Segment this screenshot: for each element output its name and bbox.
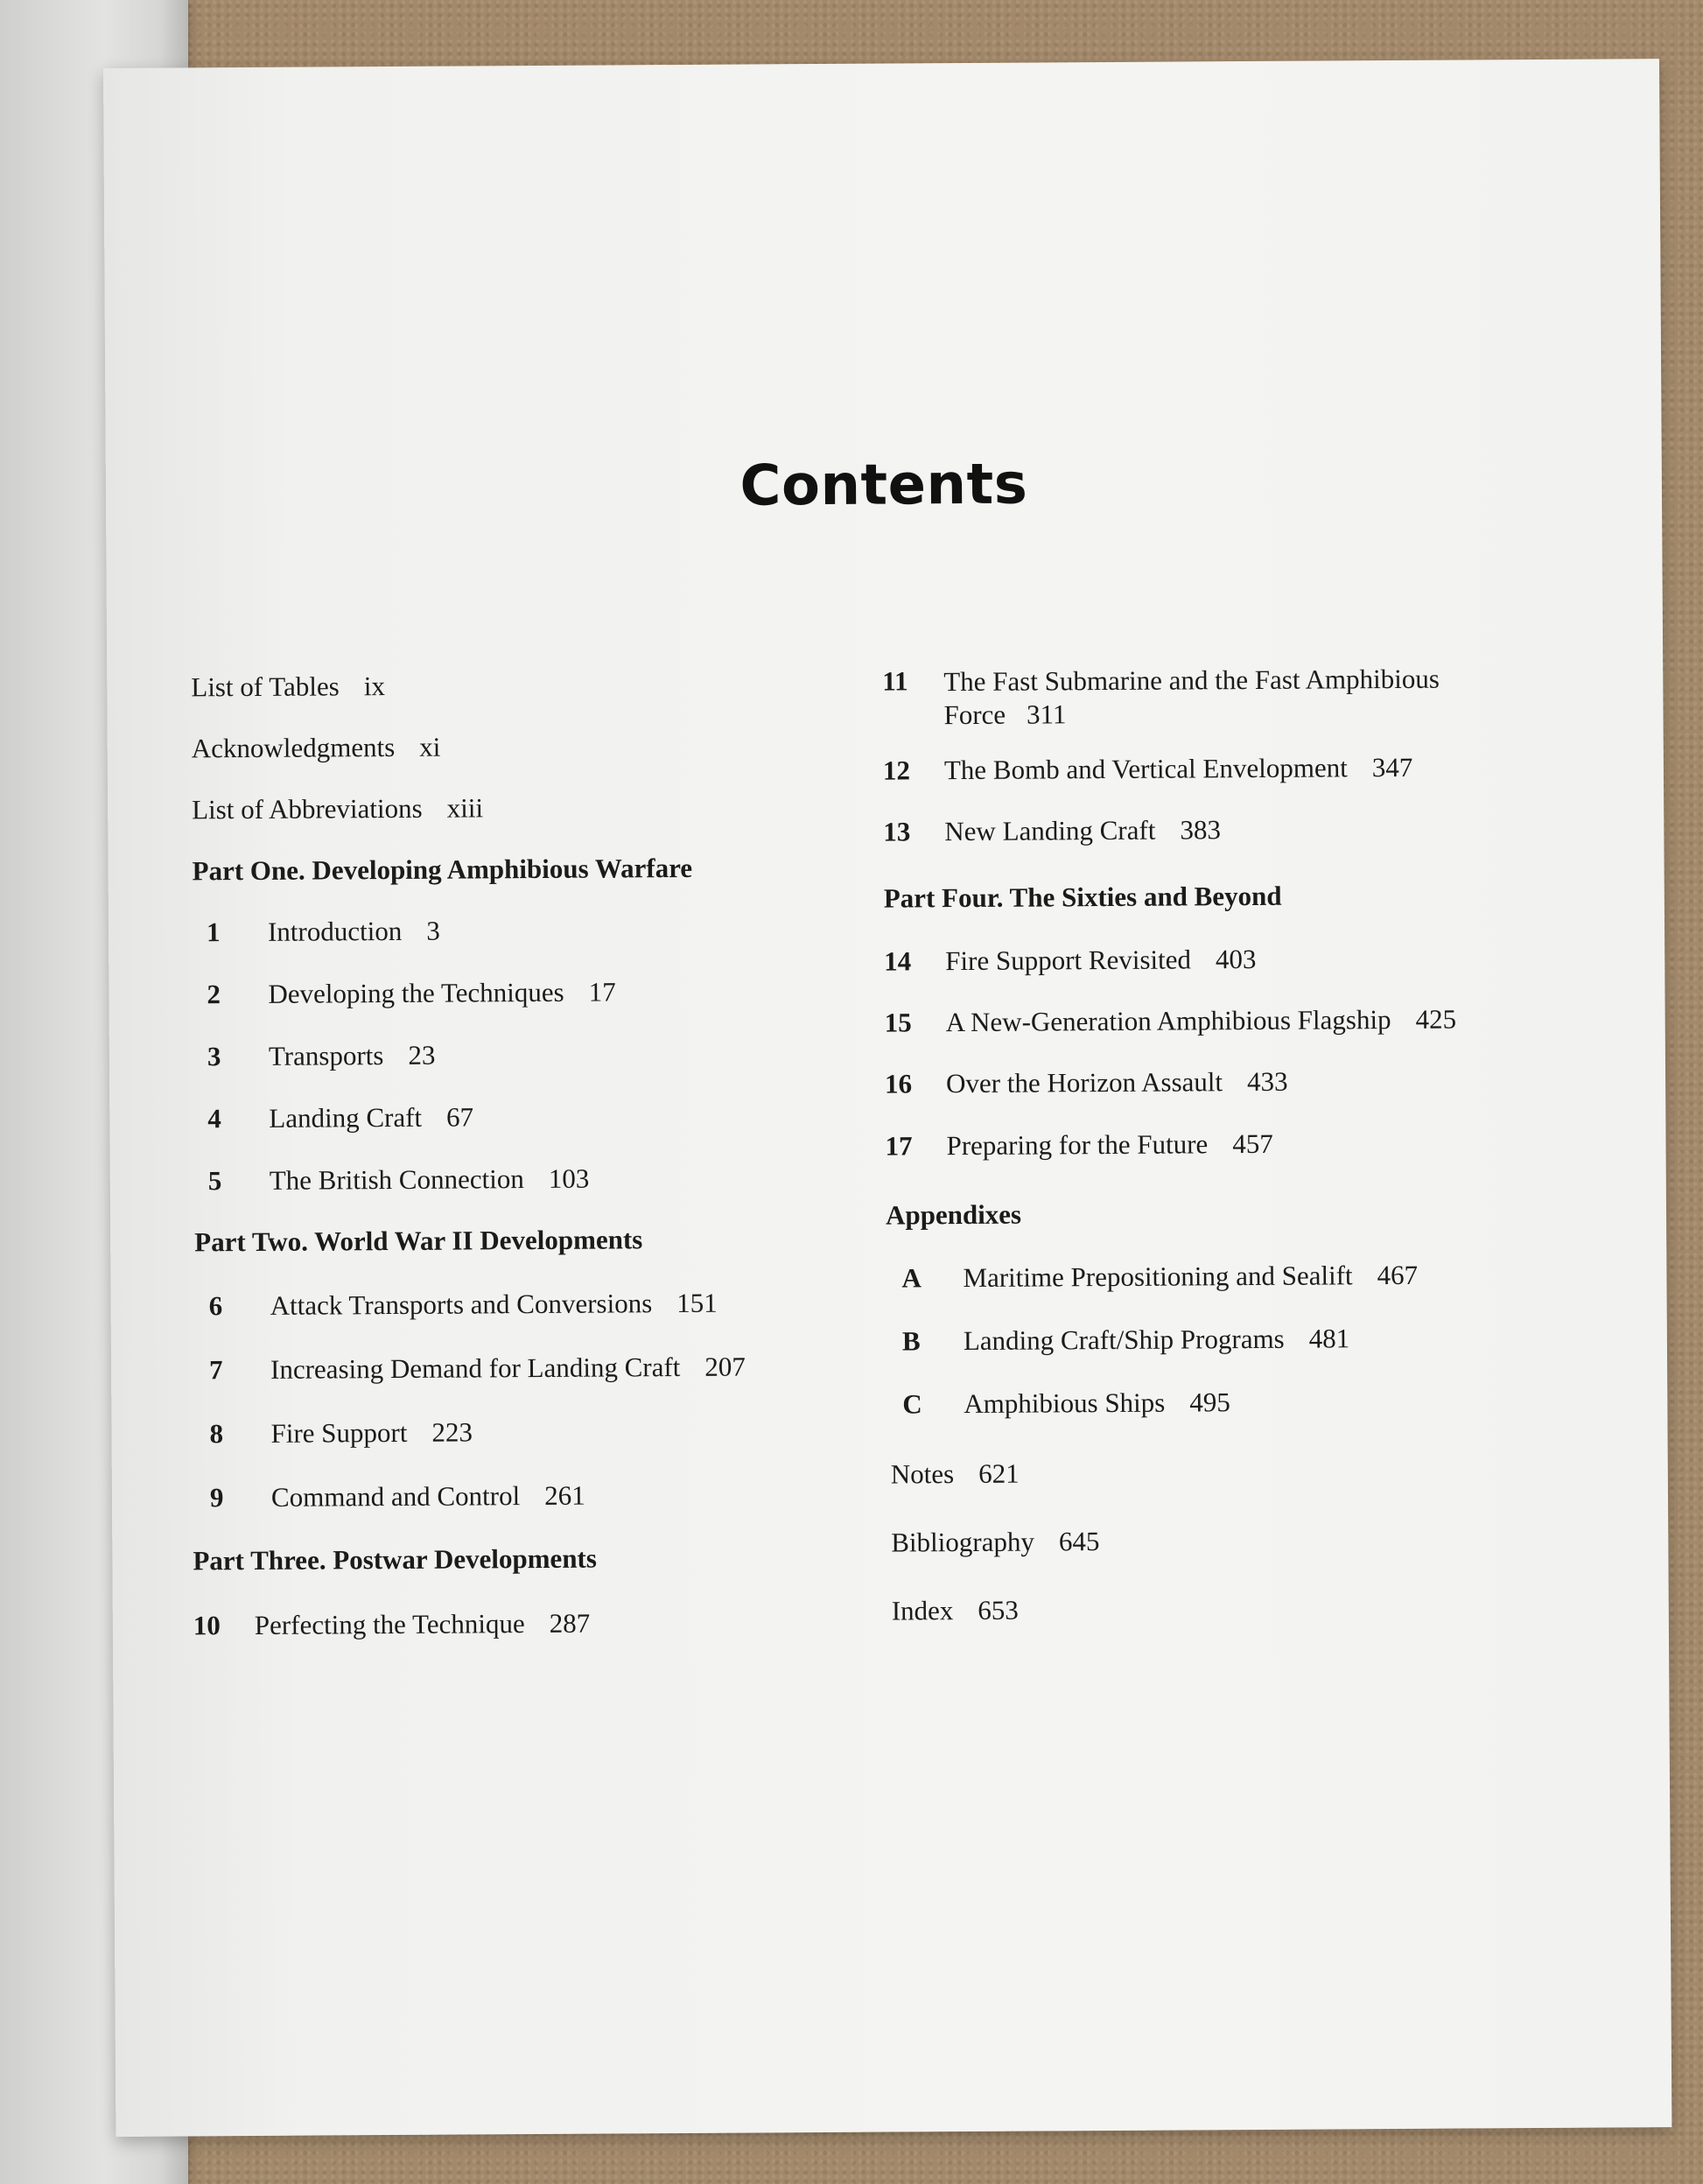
- toc-entry-list-of-tables: [191, 671, 385, 703]
- chapter-title: Perfecting the Technique: [254, 1608, 525, 1640]
- part-two-heading: Part Two. World War II Developments: [194, 1224, 643, 1258]
- chapter-page: 287: [549, 1607, 591, 1639]
- toc-entry-label: List of Tables: [191, 671, 340, 703]
- chapter-page: 383: [1180, 814, 1221, 846]
- toc-entry-page: xiii: [446, 792, 484, 824]
- chapter-title: Landing Craft: [269, 1101, 423, 1134]
- chapter-page: 311: [1027, 699, 1067, 730]
- chapter-page: 151: [676, 1287, 718, 1319]
- toc-entry-notes: [891, 1458, 1020, 1491]
- page-title: Contents: [739, 452, 1028, 519]
- chapter-page: 207: [704, 1351, 746, 1382]
- chapter-page: 23: [408, 1039, 436, 1071]
- toc-entry-label: Acknowledgments: [191, 731, 396, 764]
- toc-entry-page: xi: [419, 731, 441, 762]
- chapter-title: Introduction: [267, 915, 403, 947]
- chapter-page: 103: [548, 1162, 590, 1194]
- chapter-number: 17: [885, 1130, 913, 1162]
- chapter-page: 457: [1232, 1127, 1273, 1160]
- book-page: [103, 59, 1671, 2137]
- chapter-page: 403: [1215, 943, 1257, 975]
- part-three-heading: Part Three. Postwar Developments: [193, 1542, 597, 1577]
- chapter-number: 5: [207, 1165, 222, 1197]
- chapter-title: Fire Support Revisited: [945, 944, 1192, 977]
- chapter-title-line2: Force: [943, 699, 1006, 731]
- part-one-heading: Part One. Developing Amphibious Warfare: [192, 852, 693, 887]
- chapter-number: 4: [207, 1103, 221, 1134]
- chapter-page: 433: [1246, 1065, 1288, 1098]
- chapter-title: Command and Control: [270, 1480, 521, 1513]
- chapter-number: 9: [209, 1482, 224, 1513]
- chapter-page: 17: [588, 976, 616, 1008]
- chapter-title-line1: The Fast Submarine and the Fast Amphibious: [943, 663, 1440, 698]
- appendix-title: Landing Craft/Ship Programs: [963, 1323, 1285, 1357]
- appendixes-heading: Appendixes: [885, 1198, 1022, 1231]
- appendix-letter: A: [901, 1262, 922, 1294]
- toc-entry-label: Index: [891, 1595, 954, 1626]
- appendix-title: Maritime Prepositioning and Sealift: [963, 1260, 1353, 1294]
- chapter-number: 12: [882, 755, 911, 786]
- appendix-page: 481: [1308, 1323, 1350, 1354]
- chapter-title: Developing the Techniques: [268, 976, 564, 1009]
- chapter-title: Attack Transports and Conversions: [270, 1288, 653, 1321]
- chapter-title: Transports: [268, 1040, 384, 1071]
- chapter-number: 13: [883, 816, 911, 847]
- appendix-page: 495: [1189, 1387, 1230, 1418]
- chapter-title: The Bomb and Vertical Envelopment: [943, 752, 1348, 786]
- chapter-number: 14: [884, 945, 912, 977]
- chapter-page: 425: [1415, 1003, 1457, 1035]
- toc-entry-page: ix: [363, 671, 386, 702]
- toc-entry-bibliography: [891, 1526, 1099, 1558]
- chapter-number: 1: [206, 916, 221, 948]
- part-four-heading: Part Four. The Sixties and Beyond: [883, 880, 1282, 914]
- appendix-letter: B: [901, 1325, 921, 1357]
- chapter-number: 6: [208, 1290, 223, 1322]
- toc-entry-label: Bibliography: [891, 1526, 1035, 1558]
- chapter-number: 3: [207, 1041, 221, 1072]
- toc-entry-acknowledgments: [192, 732, 441, 765]
- chapter-title: A New-Generation Amphibious Flagship: [945, 1004, 1391, 1038]
- chapter-title: Fire Support: [270, 1416, 408, 1449]
- chapter-page: 261: [544, 1479, 585, 1511]
- appendix-page: 467: [1377, 1259, 1419, 1291]
- toc-entry-page: 621: [978, 1457, 1020, 1489]
- chapter-number: 7: [208, 1354, 223, 1386]
- chapter-number: 11: [882, 665, 908, 697]
- appendix-title: Amphibious Ships: [964, 1387, 1166, 1420]
- toc-entry-list-of-abbreviations: [192, 792, 483, 825]
- appendix-letter: C: [902, 1388, 922, 1420]
- chapter-title: The British Connection: [269, 1163, 524, 1196]
- chapter-title: Increasing Demand for Landing Craft: [270, 1352, 681, 1385]
- chapter-number: 16: [884, 1068, 913, 1099]
- chapter-page: 347: [1371, 751, 1413, 783]
- toc-entry-label: List of Abbreviations: [192, 792, 423, 825]
- toc-entry-label: Notes: [890, 1458, 955, 1490]
- chapter-number: 15: [884, 1007, 912, 1038]
- chapter-number: 10: [193, 1610, 221, 1641]
- chapter-number: 2: [207, 979, 221, 1010]
- toc-entry-page: 645: [1058, 1526, 1100, 1557]
- chapter-title: Over the Horizon Assault: [945, 1066, 1223, 1099]
- chapter-title: New Landing Craft: [944, 814, 1156, 847]
- chapter-page: 223: [431, 1416, 473, 1448]
- toc-entry-index: [892, 1595, 1019, 1627]
- chapter-number: 8: [209, 1418, 224, 1450]
- chapter-page: 3: [426, 915, 440, 946]
- toc-entry-page: 653: [978, 1594, 1019, 1626]
- chapter-page: 67: [445, 1101, 474, 1133]
- chapter-title: Preparing for the Future: [946, 1128, 1209, 1162]
